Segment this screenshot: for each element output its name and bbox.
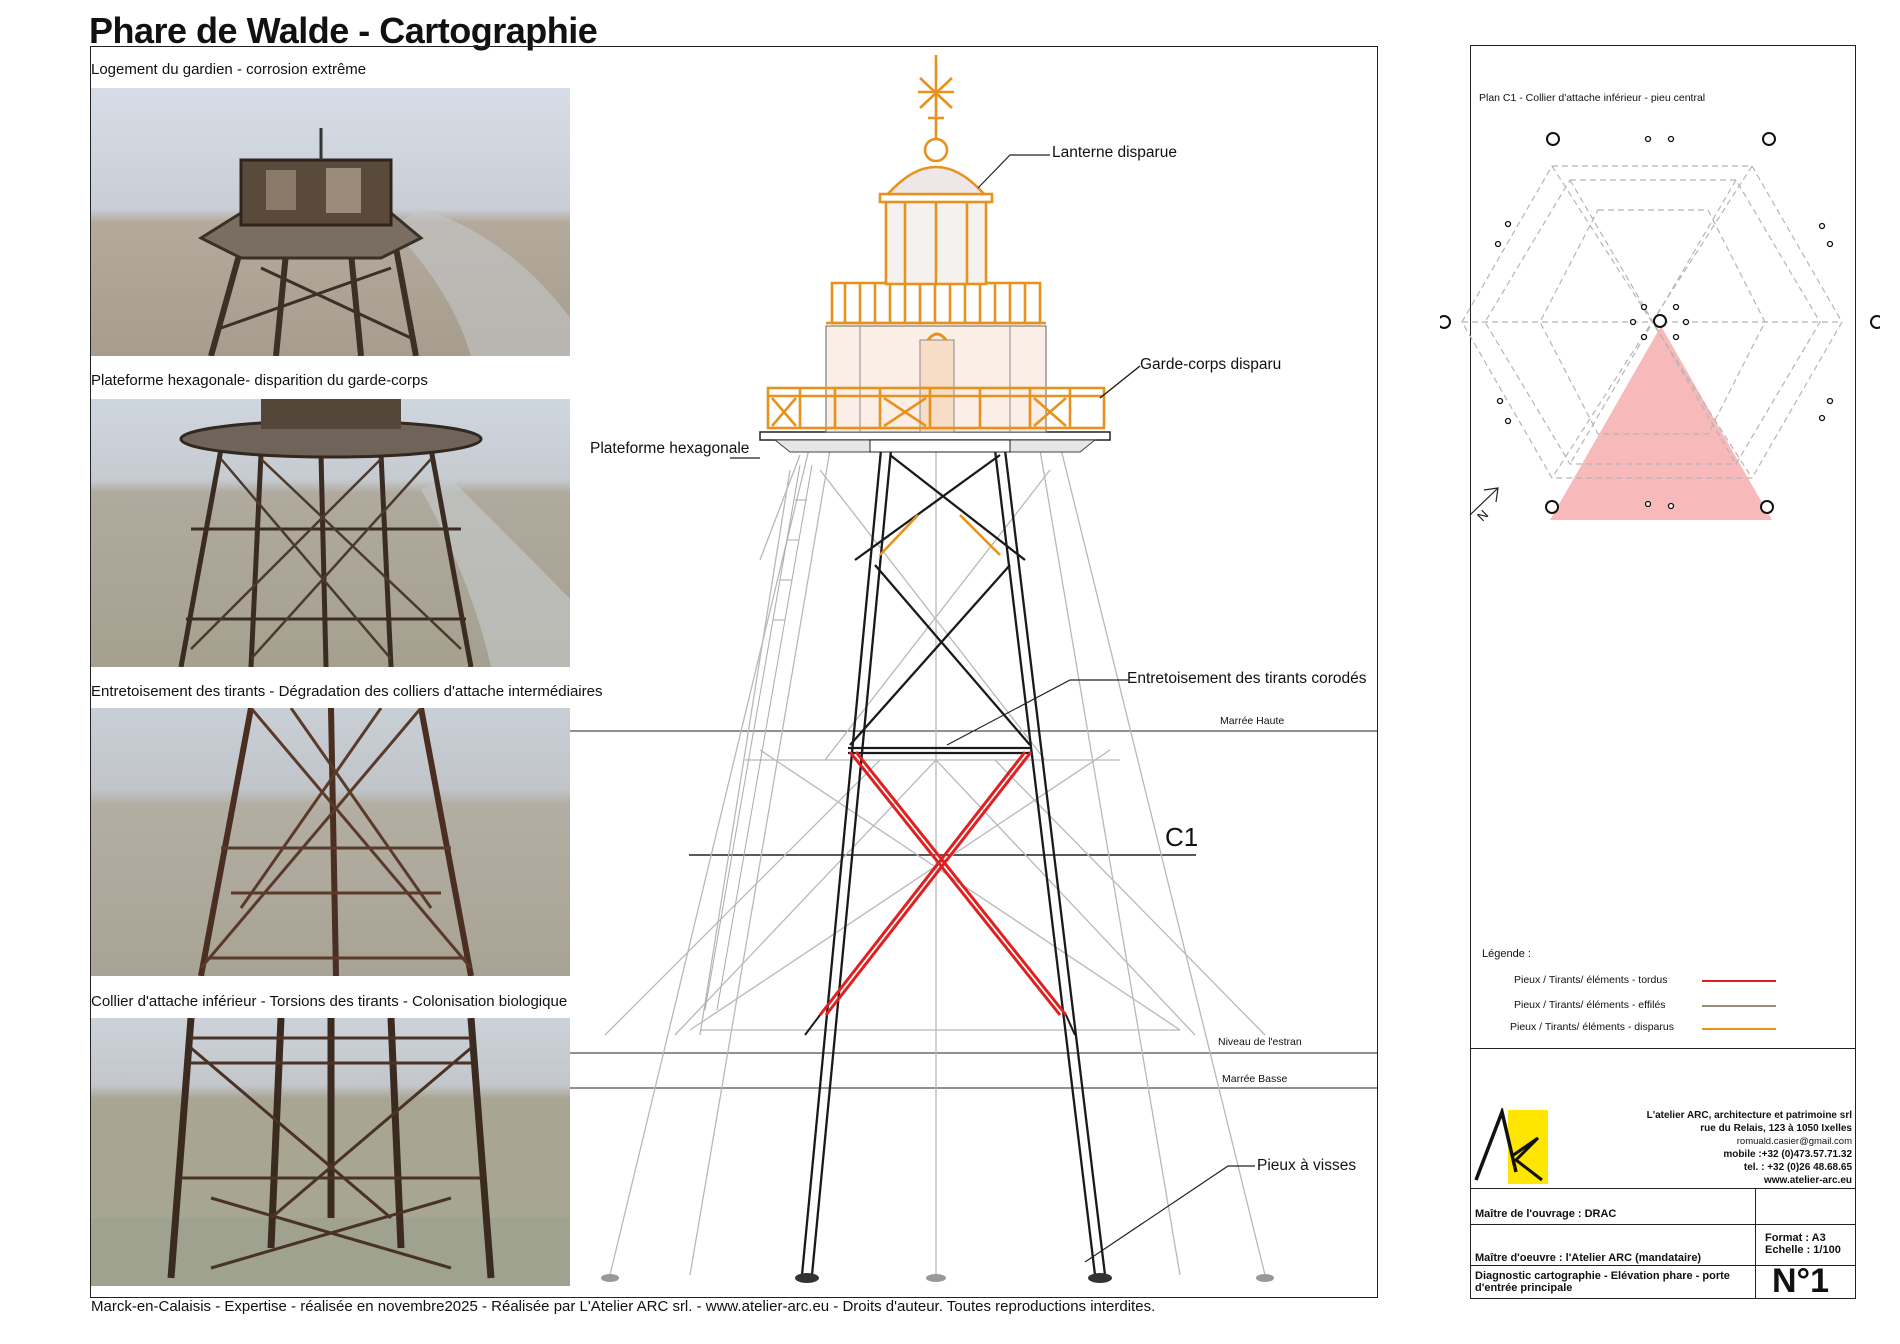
title-block-divider-2 [1470, 1224, 1856, 1225]
north-label: N [1474, 506, 1492, 525]
leader-lines [730, 155, 1255, 1262]
label-hex-platform: Plateforme hexagonale [590, 440, 750, 457]
contractor-field: Maître d'oeuvre : l'Atelier ARC (mandataire) [1475, 1252, 1702, 1264]
lantern [880, 55, 992, 284]
label-screw-piles: Pieux à visses [1257, 1157, 1357, 1174]
photo-caption-1: Logement du gardien - corrosion extrême [91, 61, 367, 78]
title-block-divider-v [1755, 1188, 1756, 1298]
label-railing-missing: Garde-corps disparu [1140, 356, 1282, 373]
legend-swatch-bent [1702, 980, 1776, 982]
legend-swatch-missing [1702, 1028, 1776, 1030]
drawing-description: Diagnostic cartographie - Elévation phare - porte d'entrée principale [1475, 1270, 1730, 1294]
upper-gallery [826, 283, 1046, 323]
label-lantern-missing: Lanterne disparue [1052, 144, 1177, 161]
label-bracing-corroded: Entretoisement des tirants corodés [1127, 670, 1367, 687]
page-title: Phare de Walde - Cartographie [89, 10, 598, 51]
legend-item-bent: Pieux / Tirants/ éléments - tordus [1514, 974, 1668, 986]
firm-email: romuald.casier@gmail.com [1736, 1136, 1852, 1147]
owner-field: Maître de l'ouvrage : DRAC [1475, 1208, 1617, 1220]
firm-address: rue du Relais, 123 à 1050 Ixelles [1700, 1123, 1852, 1134]
ladder [705, 465, 812, 1010]
title-block-divider-1 [1470, 1188, 1856, 1189]
keeper-house [826, 326, 1046, 432]
firm-tel: tel. : +32 (0)26 48.68.65 [1743, 1162, 1852, 1173]
footer-credits: Marck-en-Calaisis - Expertise - réalisée en novembre2025 - Réalisée par L'Atelier ARC srl. - www.atelier-arc.eu - Droits d'auteur. Toutes reproductions interdites. [91, 1298, 1156, 1315]
photo-caption-2: Plateforme hexagonale- disparition du garde-corps [91, 372, 428, 389]
photo-caption-3: Entretoisement des tirants - Dégradation des colliers d'attache intermédiaires [91, 683, 603, 700]
sheet-number: N°1 [1772, 1262, 1830, 1300]
title-block-divider-top [1470, 1048, 1856, 1049]
label-foreshore: Niveau de l'estran [1218, 1036, 1302, 1048]
platform [760, 432, 1110, 452]
scale-field: Echelle : 1/100 [1765, 1244, 1841, 1256]
legend-heading: Légende : [1482, 948, 1531, 960]
label-high-tide: Marrée Haute [1220, 715, 1285, 727]
firm-website: www.atelier-arc.eu [1764, 1175, 1852, 1186]
label-section-c1: C1 [1165, 822, 1199, 852]
atelier-arc-logo [1472, 1108, 1552, 1186]
plan-zone [1550, 326, 1772, 520]
bent-tie-rods [820, 752, 1066, 1015]
legend-swatch-thinned [1702, 1005, 1776, 1007]
plan-title: Plan C1 - Collier d'attache inférieur - pieu central [1479, 92, 1706, 104]
label-low-tide: Marrée Basse [1222, 1073, 1288, 1085]
legend-item-missing: Pieux / Tirants/ éléments - disparus [1510, 1021, 1674, 1033]
photo-caption-4: Collier d'attache inférieur - Torsions des tirants - Colonisation biologique [91, 993, 568, 1010]
screw-feet [601, 1273, 1274, 1283]
legend-item-thinned: Pieux / Tirants/ éléments - effilés [1514, 999, 1666, 1011]
firm-mobile: mobile :+32 (0)473.57.71.32 [1723, 1149, 1852, 1160]
firm-name: L'atelier ARC, architecture et patrimoine srl [1646, 1110, 1852, 1121]
lower-rods [805, 1015, 1075, 1035]
missing-braces [880, 515, 1000, 555]
plan-c1-drawing [1440, 120, 1880, 540]
format-field: Format : A3 [1765, 1232, 1826, 1244]
front-frame [802, 450, 1105, 1275]
